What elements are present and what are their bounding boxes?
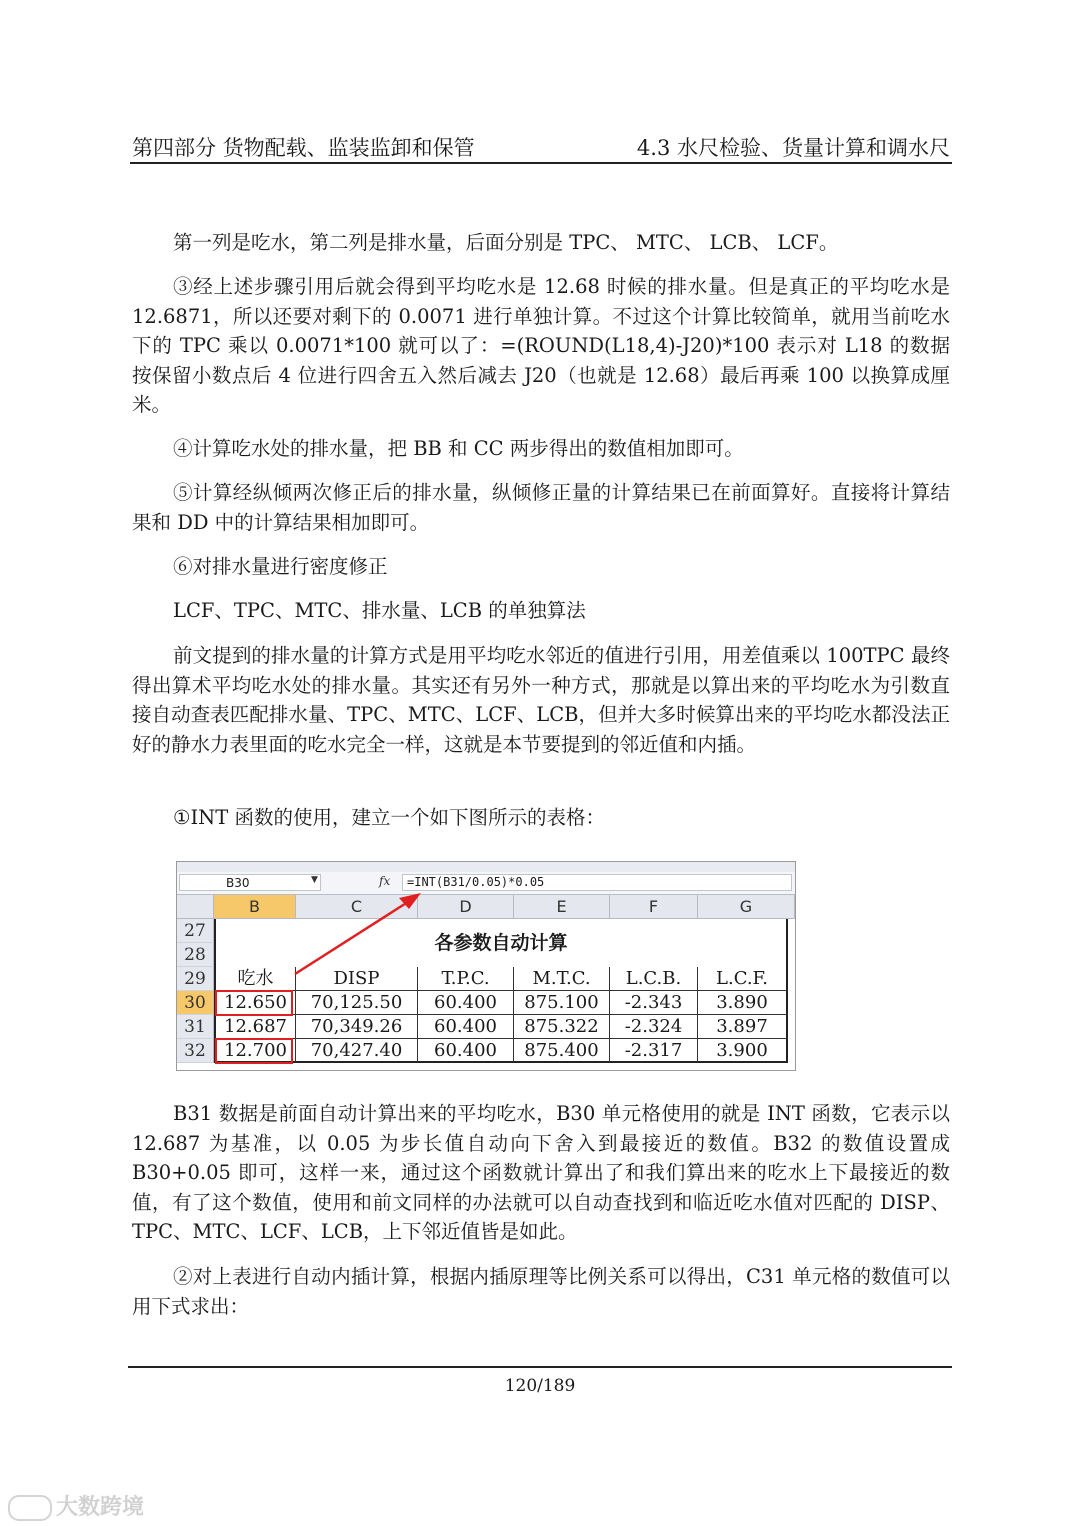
paragraph-7: 前文提到的排水量的计算方式是用平均吃水邻近的值进行引用，用差值乘以 100TPC 最终得出算术平均吃水处的排水量。其实还有另外一种方式，那就是以算出来的平均吃水为引数直接自动查表匹配排水量、TPC、MTC、LCF、LCB，但并大多时候算出来的平均吃水都没法正好的静水力表里面的吃水完全一样，这就是本节要提到的邻近值和内插。 xyxy=(132,644,950,756)
column-header-e[interactable]: E xyxy=(514,895,610,919)
header-section-title: 第四部分 货物配载、监装监卸和保管 xyxy=(132,136,475,160)
cell-c31[interactable]: 70,349.26 xyxy=(296,1015,418,1039)
paragraph-4: ⑤计算经纵倾两次修正后的排水量，纵倾修正量的计算结果已在前面算好。直接将计算结果和 DD 中的计算结果相加即可。 xyxy=(132,481,950,534)
cell-header-disp[interactable]: DISP xyxy=(296,967,418,991)
column-header-f[interactable]: F xyxy=(610,895,698,919)
row-header-29[interactable]: 29 xyxy=(177,967,214,991)
column-header-c[interactable]: C xyxy=(296,895,418,919)
paragraph-9: B31 数据是前面自动计算出来的平均吃水，B30 单元格使用的就是 INT 函数，它表示以 12.687 为基准，以 0.05 为步长值自动向下舍入到最接近的数值。B32 的数值设置成 B30+0.05 即可，这样一来，通过这个函数就计算出了和我们算出来的吃水上下最接近的数值，有了这个数值，使用和前文同样的办法就可以自动查找到和临近吃水值对匹配的 DISP、TPC、MTC、LCF、LCB，上下邻近值皆是如此。 xyxy=(132,1102,950,1243)
annotation-arrow xyxy=(177,862,795,1070)
cell-g32[interactable]: 3.900 xyxy=(698,1039,788,1063)
name-box[interactable]: B30 xyxy=(179,874,321,891)
cell-d30[interactable]: 60.400 xyxy=(418,991,514,1015)
row-header-27[interactable]: 27 xyxy=(177,919,214,943)
watermark xyxy=(8,1490,144,1521)
cell-header-tpc[interactable]: T.P.C. xyxy=(418,967,514,991)
row-header-32[interactable]: 32 xyxy=(177,1039,214,1063)
cell-e32[interactable]: 875.400 xyxy=(514,1039,610,1063)
cell-e31[interactable]: 875.322 xyxy=(514,1015,610,1039)
cell-d31[interactable]: 60.400 xyxy=(418,1015,514,1039)
watermark-text: 大数跨境 xyxy=(56,1495,145,1520)
column-header-g[interactable]: G xyxy=(698,895,795,919)
cell-g31[interactable]: 3.897 xyxy=(698,1015,788,1039)
paragraph-1: 第一列是吃水，第二列是排水量，后面分别是 TPC、 MTC、 LCB、 LCF。 xyxy=(173,231,839,254)
paragraph-10: ②对上表进行自动内插计算，根据内插原理等比例关系可以得出，C31 单元格的数值可以用下式求出： xyxy=(132,1265,950,1318)
column-header-d[interactable]: D xyxy=(418,895,514,919)
paragraph-6: LCF、TPC、MTC、排水量、LCB 的单独算法 xyxy=(173,599,586,622)
cell-c30[interactable]: 70,125.50 xyxy=(296,991,418,1015)
fx-icon[interactable]: fx xyxy=(379,874,391,888)
watermark-logo-icon xyxy=(8,1495,52,1521)
cell-header-mtc[interactable]: M.T.C. xyxy=(514,967,610,991)
row-header-31[interactable]: 31 xyxy=(177,1015,214,1039)
cell-f30[interactable]: -2.343 xyxy=(610,991,698,1015)
cell-e30[interactable]: 875.100 xyxy=(514,991,610,1015)
cell-header-draft[interactable]: 吃水 xyxy=(214,967,296,991)
dropdown-arrow-icon[interactable]: ▼ xyxy=(311,875,318,885)
paragraph-5: ⑥对排水量进行密度修正 xyxy=(173,555,388,578)
cell-header-lcb[interactable]: L.C.B. xyxy=(610,967,698,991)
page-header xyxy=(130,128,952,164)
cell-f31[interactable]: -2.324 xyxy=(610,1015,698,1039)
cell-d32[interactable]: 60.400 xyxy=(418,1039,514,1063)
cell-f32[interactable]: -2.317 xyxy=(610,1039,698,1063)
paragraph-3: ④计算吃水处的排水量，把 BB 和 CC 两步得出的数值相加即可。 xyxy=(173,437,744,460)
table-title-cell[interactable]: 各参数自动计算 xyxy=(214,919,788,967)
header-subsection-title: 4.3 水尺检验、货量计算和调水尺 xyxy=(636,136,950,160)
footer-divider xyxy=(128,1366,952,1368)
cell-b30[interactable]: 12.650 xyxy=(214,991,296,1015)
cell-c32[interactable]: 70,427.40 xyxy=(296,1039,418,1063)
paragraph-8: ①INT 函数的使用，建立一个如下图所示的表格： xyxy=(173,806,605,829)
spreadsheet-figure xyxy=(176,861,796,1071)
row-header-30[interactable]: 30 xyxy=(177,991,214,1015)
cell-b31[interactable]: 12.687 xyxy=(214,1015,296,1039)
row-header-28[interactable]: 28 xyxy=(177,943,214,967)
paragraph-2: ③经上述步骤引用后就会得到平均吃水是 12.68 时候的排水量。但是真正的平均吃水是 12.6871，所以还要对剩下的 0.0071 进行单独计算。不过这个计算比较简单，就用当前吃水下的 TPC 乘以 0.0071*100 就可以了：=(ROUND(L18,4)-J20)*100 表示对 L18 的数据按保留小数点后 4 位进行四舍五入然后减去 J20（也就是 12.68）最后再乘 100 以换算成厘米。 xyxy=(132,275,950,416)
formula-input[interactable]: =INT(B31/0.05)*0.05 xyxy=(402,874,792,891)
cell-g30[interactable]: 3.890 xyxy=(698,991,788,1015)
page-number: 120/189 xyxy=(504,1376,576,1396)
column-header-b[interactable]: B xyxy=(214,895,296,919)
cell-b32[interactable]: 12.700 xyxy=(214,1039,296,1063)
cell-header-lcf[interactable]: L.C.F. xyxy=(698,967,788,991)
